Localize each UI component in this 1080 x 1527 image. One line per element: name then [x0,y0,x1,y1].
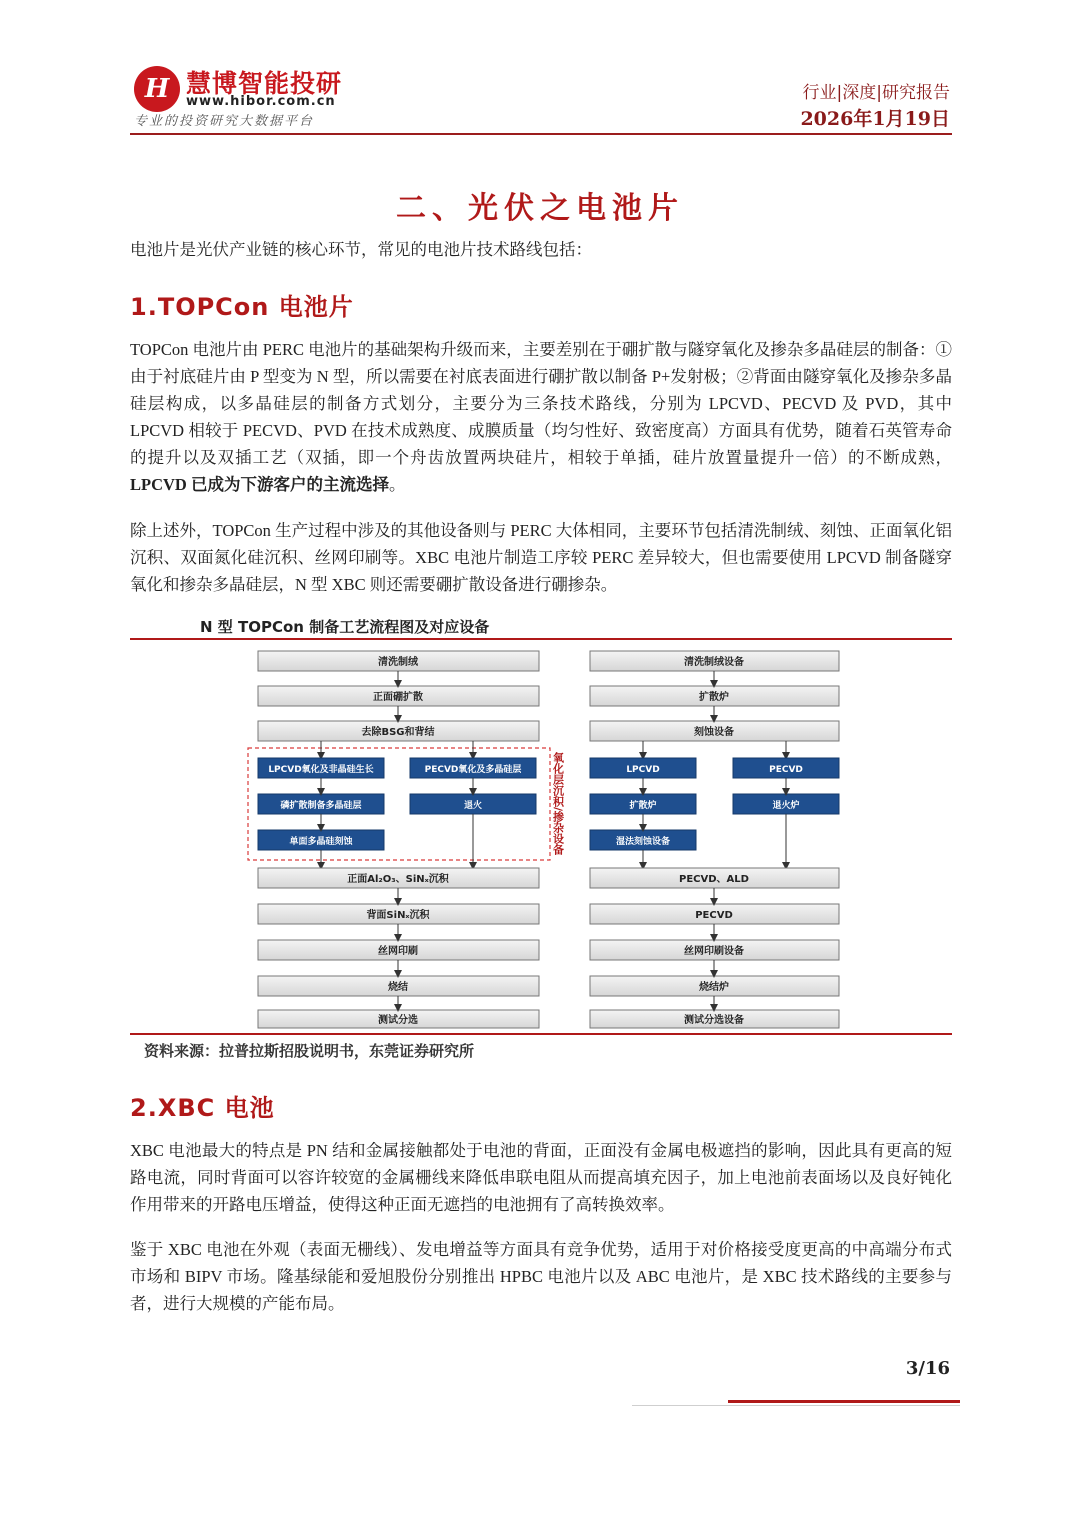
flow-box-label: LPCVD [626,765,660,775]
flow-box-label: 去除BSG和背结 [361,727,435,738]
side-label: 氧化层沉积/掺杂设备 [551,752,565,856]
flow-box-label: 清洗制绒 [378,657,418,668]
flow-box-label: 烧结炉 [699,982,729,993]
xbc-heading: 2.XBC 电池 [130,1094,275,1122]
figure-source: 资料来源：拉普拉斯招股说明书，东莞证券研究所 [144,1042,475,1060]
flow-box-label: PECVD氧化及多晶硅层 [424,765,522,775]
flow-box-label: LPCVD氧化及非晶硅生长 [268,765,374,775]
section-title: 二、光伏之电池片 [396,191,684,226]
flow-box-label: 单面多晶硅刻蚀 [289,837,353,847]
flow-box-label: 正面Al₂O₃、SiNₓ沉积 [347,874,449,885]
brand-name: 慧博智能投研 [186,69,343,98]
topcon-key-conclusion: LPCVD 已成为下游客户的主流选择 [130,475,389,494]
header-divider [130,133,952,135]
flow-box-label: 退火炉 [772,801,800,811]
report-category: 行业|深度|研究报告 [802,83,950,103]
flow-box-label: 丝网印刷设备 [684,946,744,957]
report-date: 2026年1月19日 [800,108,950,130]
flow-box-label: PECVD [695,910,733,921]
xbc-paragraph-2: 鉴于 XBC 电池在外观（表面无栅线）、发电增益等方面具有竞争优势，适用于对价格接受度更高的中高端分布式市场和 BIPV 市场。隆基绿能和爱旭股份分别推出 HPBC 电池片以及 ABC 电池片，是 XBC 技术路线的主要参与者，进行大规模的产能布局。 [130,1240,952,1313]
left-blue-branch-a [258,758,384,850]
left-top-steps [258,651,539,741]
process-flow-diagram [130,640,952,1032]
flow-box-label: 测试分选 [378,1015,418,1026]
flow-box-label: 清洗制绒设备 [684,657,744,668]
flow-box-label: 扩散炉 [629,801,657,811]
flow-box-label: 正面硼扩散 [373,692,423,703]
figure-title: N 型 TOPCon 制备工艺流程图及对应设备 [200,618,490,636]
topcon-paragraph-2: 除上述外，TOPCon 生产过程中涉及的其他设备则与 PERC 大体相同，主要环节包括清洗制绒、刻蚀、正面氧化铝沉积、双面氮化硅沉积、丝网印刷等。XBC 电池片制造工序较 PERC 差异较大，但也需要使用 LPCVD 制备隧穿氧化和掺杂多晶硅层，N 型 XBC 则还需要硼扩散设备进行硼掺杂。 [130,521,952,594]
right-blue-branch-a [590,758,696,850]
figure-bottom-rule [130,1033,952,1035]
flow-box-label: 湿法刻蚀设备 [615,837,671,847]
intro-paragraph: 电池片是光伏产业链的核心环节，常见的电池片技术路线包括： [130,240,592,259]
footer-divider [632,1405,960,1406]
flow-box-label: PECVD [769,765,803,775]
topcon-heading: 1.TOPCon 电池片 [130,293,354,321]
flow-box-label: 测试分选设备 [684,1015,744,1026]
footer-accent-bar [728,1400,960,1403]
page-number: 3/16 [905,1358,950,1379]
brand-url[interactable]: www.hibor.com.cn [186,94,336,109]
flow-box-label: PECVD、ALD [679,874,749,885]
flow-box-label: 背面SiNₓ沉积 [366,910,430,921]
topcon-paragraph-1: TOPCon 电池片由 PERC 电池片的基础架构升级而来，主要差别在于硼扩散与隧穿氧化及掺杂多晶硅层的制备：①由于衬底硅片由 P 型变为 N 型，所以需要在衬底表面进行硼扩散以制备 P+发射极；②背面由隧穿氧化及掺杂多晶硅层构成，以多晶硅层的制备方式划分，主要分为三条技术路线，分别为 LPCVD、PECVD 及 PVD，其中 LPCVD 相较于 PECVD、PVD 在技术成熟度、成膜质量（均匀性好、致密度高）方面具有优势，随着石英管寿命的提升以及双插工艺（双插，即一个舟齿放置两块硅片，相较于单插，硅片放置量提升一倍）的不断成熟，LPCVD 已成为下游客户的主流选择。 [130,340,952,494]
logo-icon: H [134,66,180,112]
flow-box-label: 刻蚀设备 [694,727,734,738]
flow-box-label: 磷扩散制备多晶硅层 [280,801,362,811]
right-top-equipment [590,651,839,741]
flow-box-label: 丝网印刷 [378,946,418,957]
flow-box-label: 扩散炉 [699,692,729,703]
flow-box-label: 退火 [463,801,483,811]
brand-slogan: 专业的投资研究大数据平台 [134,114,315,129]
xbc-paragraph-1: XBC 电池最大的特点是 PN 结和金属接触都处于电池的背面，正面没有金属电极遮挡的影响，因此具有更高的短路电流，同时背面可以容许较宽的金属栅线来降低串联电阻从而提高填充因子，加上电池前表面场以及良好钝化作用带来的开路电压增益，使得这种正面无遮挡的电池拥有了高转换效率。 [130,1141,952,1214]
flow-box-label: 烧结 [388,982,408,993]
